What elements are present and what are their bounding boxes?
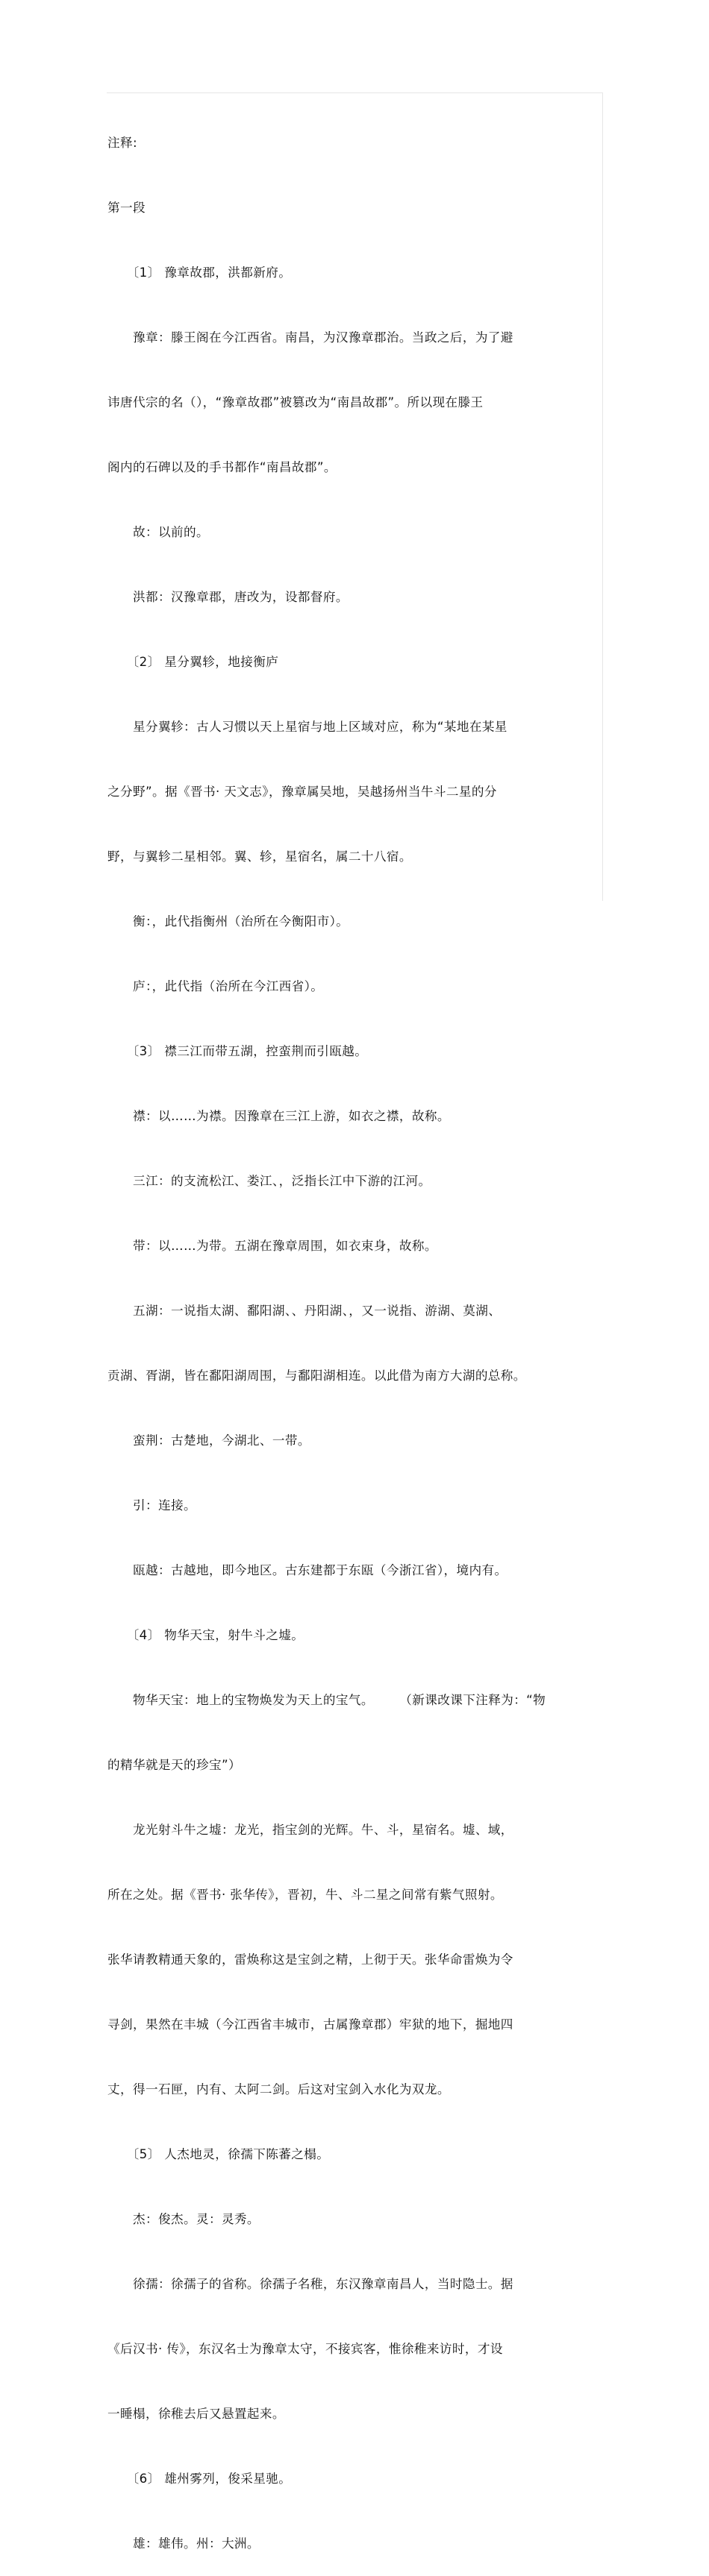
text-line: 寻剑，果然在丰城（今江西省丰城市，古属豫章郡）牢狱的地下，掘地四 <box>107 2017 513 2032</box>
text-line: 带：以……为带。五湖在豫章周围，如衣束身，故称。 <box>107 1239 437 1253</box>
text-line: 〔2〕 星分翼轸，地接衡庐 <box>107 655 279 669</box>
text-line: 的精华就是天的珍宝”） <box>107 1758 241 1772</box>
annotation-document <box>107 89 589 2576</box>
text-line: 徐孺：徐孺子的省称。徐孺子名稚，东汉豫章南昌人，当时隐士。据 <box>107 2277 513 2291</box>
text-line: 杰：俊杰。灵：灵秀。 <box>107 2212 260 2226</box>
text-line: 五湖：一说指太湖、鄱阳湖、、丹阳湖、，又一说指、游湖、莫湖、 <box>107 1304 502 1318</box>
text-line: 之分野”。据《晋书· 天文志》，豫章属吴地，吴越扬州当牛斗二星的分 <box>107 785 497 799</box>
text-line: 张华请教精通天象的，雷焕称这是宝剑之精，上彻于天。张华命雷焕为令 <box>107 1953 513 1967</box>
text-line: 三江：的支流松江、娄江、，泛指长江中下游的江河。 <box>107 1174 431 1188</box>
text-line: 襟：以……为襟。因豫章在三江上游，如衣之襟，故称。 <box>107 1109 450 1123</box>
text-line: 〔5〕 人杰地灵，徐孺下陈蕃之榻。 <box>107 2147 330 2161</box>
text-line: 星分翼轸：古人习惯以天上星宿与地上区域对应，称为“某地在某星 <box>107 720 507 734</box>
text-line: 〔4〕 物华天宝，射牛斗之墟。 <box>107 1628 304 1642</box>
text-line: 讳唐代宗的名（），“豫章故郡”被篡改为“南昌故郡”。所以现在滕王 <box>107 395 484 409</box>
text-line: 豫章：滕王阁在今江西省。南昌，为汉豫章郡治。当政之后，为了避 <box>107 330 513 345</box>
text-line: 衡：，此代指衡州（治所在今衡阳市）。 <box>107 914 349 929</box>
section-title: 第一段 <box>107 201 146 215</box>
annotation-heading: 注释: <box>107 136 137 150</box>
text-line: 阁内的石碑以及的手书都作“南昌故郡”。 <box>107 460 337 474</box>
text-line: 故：以前的。 <box>107 525 209 539</box>
text-line: 一睡榻，徐稚去后又悬置起来。 <box>107 2407 285 2421</box>
text-line: 丈，得一石匣，内有、太阿二剑。后这对宝剑入水化为双龙。 <box>107 2082 450 2096</box>
text-line: 《后汉书· 传》，东汉名士为豫章太守，不接宾客，惟徐稚来访时，才设 <box>107 2342 503 2356</box>
text-line: 野，与翼轸二星相邻。翼、轸，星宿名，属二十八宿。 <box>107 849 412 864</box>
text-line: 贡湖、胥湖，皆在鄱阳湖周围，与鄱阳湖相连。以此借为南方大湖的总称。 <box>107 1369 526 1383</box>
text-line: 所在之处。据《晋书· 张华传》，晋初，牛、斗二星之间常有紫气照射。 <box>107 1888 503 1902</box>
text-line: 引：连接。 <box>107 1498 196 1512</box>
text-line: 〔6〕 雄州雾列，俊采星驰。 <box>107 2472 292 2486</box>
text-line: 〔3〕 襟三江而带五湖，控蛮荆而引瓯越。 <box>107 1044 368 1058</box>
text-line: 瓯越：古越地，即今地区。古东建都于东瓯（今浙江省），境内有。 <box>107 1563 507 1577</box>
text-line: 雄：雄伟。州：大洲。 <box>107 2536 260 2551</box>
text-line: 洪都：汉豫章郡，唐改为，设都督府。 <box>107 590 349 604</box>
text-line: 物华天宝：地上的宝物焕发为天上的宝气。 （新课改课下注释为：“物 <box>107 1693 546 1707</box>
text-line: 〔1〕 豫章故郡，洪都新府。 <box>107 266 292 280</box>
text-line: 龙光射斗牛之墟：龙光，指宝剑的光辉。牛、斗，星宿名。墟、域， <box>107 1823 513 1837</box>
text-line: 蛮荆：古楚地，今湖北、一带。 <box>107 1433 310 1448</box>
text-line: 庐：，此代指（治所在今江西省）。 <box>107 979 324 993</box>
